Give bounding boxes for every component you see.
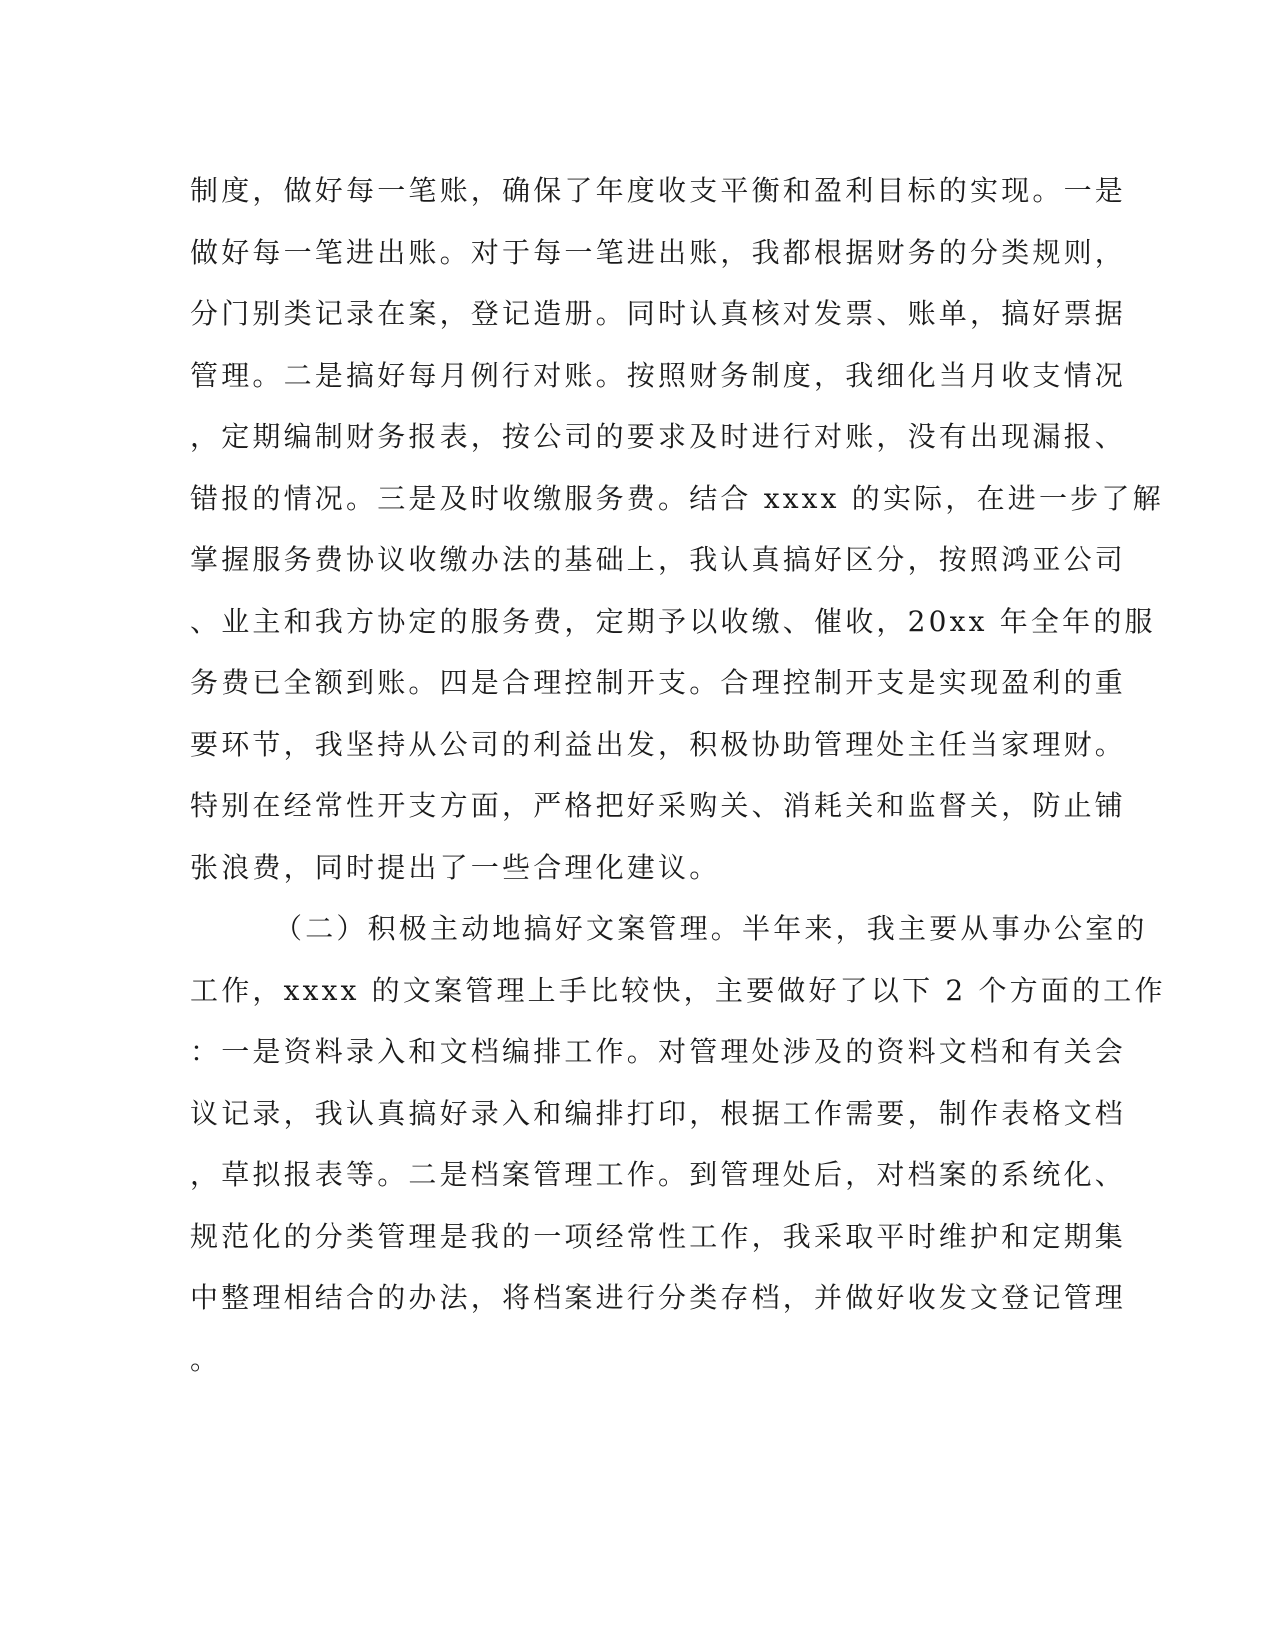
text-line: 张浪费，同时提出了一些合理化建议。: [190, 850, 721, 884]
text-line: 管理。二是搞好每月例行对账。按照财务制度，我细化当月收支情况: [190, 358, 1127, 392]
text-line: 分门别类记录在案，登记造册。同时认真核对发票、账单，搞好票据: [190, 297, 1127, 330]
text-line: 、业主和我方协定的服务费，定期予以收缴、催收，20xx 年全年的服: [190, 604, 1156, 638]
text-line: ，定期编制财务报表，按公司的要求及时进行对账，没有出现漏报、: [190, 420, 1127, 453]
text-line: 要环节，我坚持从公司的利益出发，积极协助管理处主任当家理财。: [190, 727, 1127, 761]
text-line: 议记录，我认真搞好录入和编排打印，根据工作需要，制作表格文档: [190, 1096, 1127, 1130]
text-line: 制度，做好每一笔账，确保了年度收支平衡和盈利目标的实现。一是: [190, 174, 1127, 207]
text-line: 。: [190, 1342, 222, 1376]
document-body: [190, 160, 1166, 1390]
paragraph-financial-management: [190, 160, 1164, 898]
text-line: 务费已全额到账。四是合理控制开支。合理控制开支是实现盈利的重: [190, 666, 1127, 699]
paragraph-document-management: [190, 898, 1166, 1390]
text-line: 掌握服务费协议收缴办法的基础上，我认真搞好区分，按照鸿亚公司: [190, 543, 1127, 576]
text-line: ：一是资料录入和文档编排工作。对管理处涉及的资料文档和有关会: [190, 1035, 1127, 1068]
text-line: （二）积极主动地搞好文案管理。半年来，我主要从事办公室的: [274, 912, 1148, 945]
text-line: 特别在经常性开支方面，严格把好采购关、消耗关和监督关，防止铺: [190, 789, 1127, 822]
text-line: 工作，xxxx 的文案管理上手比较快，主要做好了以下 2 个方面的工作: [190, 973, 1166, 1007]
text-line: 做好每一笔进出账。对于每一笔进出账，我都根据财务的分类规则，: [190, 235, 1127, 269]
text-line: ，草拟报表等。二是档案管理工作。到管理处后，对档案的系统化、: [190, 1158, 1127, 1191]
text-line: 中整理相结合的办法，将档案进行分类存档，并做好收发文登记管理: [190, 1281, 1127, 1314]
text-line: 规范化的分类管理是我的一项经常性工作，我采取平时维护和定期集: [190, 1219, 1127, 1253]
text-line: 错报的情况。三是及时收缴服务费。结合 xxxx 的实际，在进一步了解: [190, 481, 1164, 515]
